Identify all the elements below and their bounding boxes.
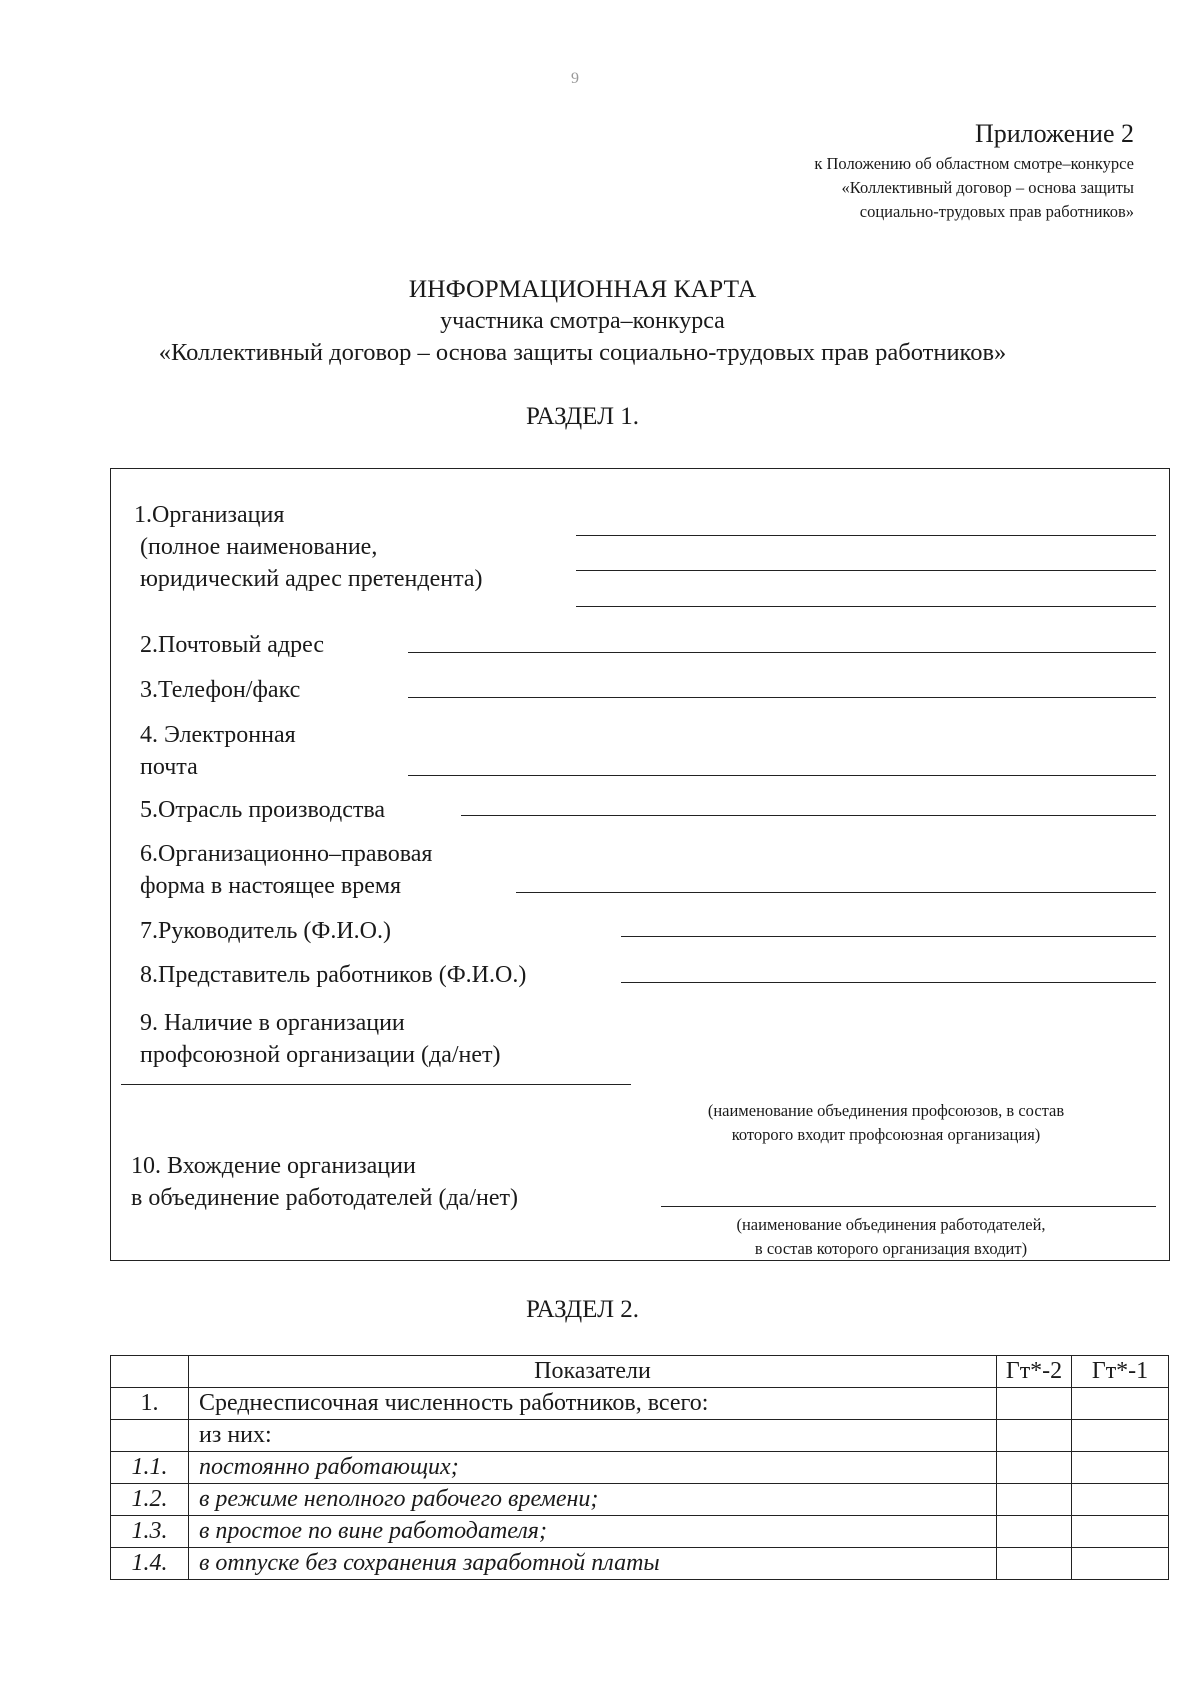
field-organization-line[interactable] [576,570,1156,571]
row-indicator: в простое по вине работодателя; [189,1516,997,1548]
row-number [111,1420,189,1452]
table-header-cell [111,1356,189,1388]
row-indicator: в режиме неполного рабочего времени; [189,1484,997,1516]
field-email-line[interactable] [408,775,1156,776]
field-industry-line[interactable] [461,815,1156,816]
row-number: 1.4. [111,1548,189,1580]
note-employers-union: (наименование объединения работодателей, в состав которого организация входит) [736,1215,1046,1258]
field-employers-union-label: 10. Вхождение организации в объединение работодателей (да/нет) [131,1153,518,1211]
note-trade-union: (наименование объединения профсоюзов, в состав которого входит профсоюзная организация) [707,1101,1065,1144]
value-cell[interactable] [997,1484,1072,1516]
value-cell[interactable] [997,1420,1072,1452]
annex-title: Приложение 2 [974,119,1134,148]
row-number: 1. [111,1388,189,1420]
section-2-heading: РАЗДЕЛ 2. [525,1296,640,1323]
table-row [111,1420,1169,1452]
document-title: ИНФОРМАЦИОННАЯ КАРТА [408,274,757,303]
field-phone-fax-line[interactable] [408,697,1156,698]
table-header-row [111,1356,1169,1388]
field-industry-label: 5.Отрасль производства [140,797,386,823]
value-cell[interactable] [997,1516,1072,1548]
table-header-cell: Показатели [189,1356,997,1388]
row-indicator: в отпуске без сохранения заработной платы [189,1548,997,1580]
table-header-cell: Гт*-1 [1072,1356,1169,1388]
section-1-form [110,468,1170,1261]
annex-subtitle-line: социально-трудовых прав работников» [859,202,1134,221]
document-subtitle: участника смотра–конкурса [440,308,725,334]
field-organization-line[interactable] [576,535,1156,536]
field-postal-address-line[interactable] [408,652,1156,653]
value-cell[interactable] [1072,1420,1169,1452]
value-cell[interactable] [997,1388,1072,1420]
row-indicator: постоянно работающих; [189,1452,997,1484]
table-row [111,1452,1169,1484]
table-row [111,1388,1169,1420]
field-phone-fax-label: 3.Телефон/факс [140,677,301,703]
table-header-cell: Гт*-2 [997,1356,1072,1388]
annex-subtitle-line: «Коллективный договор – основа защиты [841,178,1134,197]
table-row [111,1484,1169,1516]
row-indicator: Среднесписочная численность работников, всего: [189,1388,997,1420]
annex-subtitle-line: к Положению об областном смотре–конкурсе [814,154,1134,173]
value-cell[interactable] [1072,1484,1169,1516]
field-postal-address-label: 2.Почтовый адрес [140,632,325,658]
annex-subtitle [814,152,1134,224]
row-indicator: из них: [189,1420,997,1452]
row-number: 1.2. [111,1484,189,1516]
table-row [111,1516,1169,1548]
document-contest-name: «Коллективный договор – основа защиты социально-трудовых прав работников» [158,339,1007,366]
field-organization-line[interactable] [576,606,1156,607]
row-number: 1.3. [111,1516,189,1548]
field-email-label: 4. Электронная почта [140,722,296,780]
value-cell[interactable] [997,1452,1072,1484]
table-row [111,1548,1169,1580]
field-representative-label: 8.Представитель работников (Ф.И.О.) [140,962,527,988]
value-cell[interactable] [997,1548,1072,1580]
indicators-table [110,1355,1169,1580]
field-organization-label: 1.Организация (полное наименование, юридический адрес претендента) [134,502,483,592]
page-number: 9 [571,70,579,87]
field-trade-union-label: 9. Наличие в организации профсоюзной организации (да/нет) [140,1010,501,1068]
field-representative-line[interactable] [621,982,1156,983]
field-trade-union-line[interactable] [121,1084,631,1085]
value-cell[interactable] [1072,1388,1169,1420]
field-director-line[interactable] [621,936,1156,937]
section-1-heading: РАЗДЕЛ 1. [525,403,640,430]
field-legal-form-line[interactable] [516,892,1156,893]
field-legal-form-label: 6.Организационно–правовая форма в настоящее время [140,841,433,899]
row-number: 1.1. [111,1452,189,1484]
field-director-label: 7.Руководитель (Ф.И.О.) [140,918,391,944]
value-cell[interactable] [1072,1548,1169,1580]
field-employers-union-line[interactable] [661,1206,1156,1207]
value-cell[interactable] [1072,1516,1169,1548]
value-cell[interactable] [1072,1452,1169,1484]
